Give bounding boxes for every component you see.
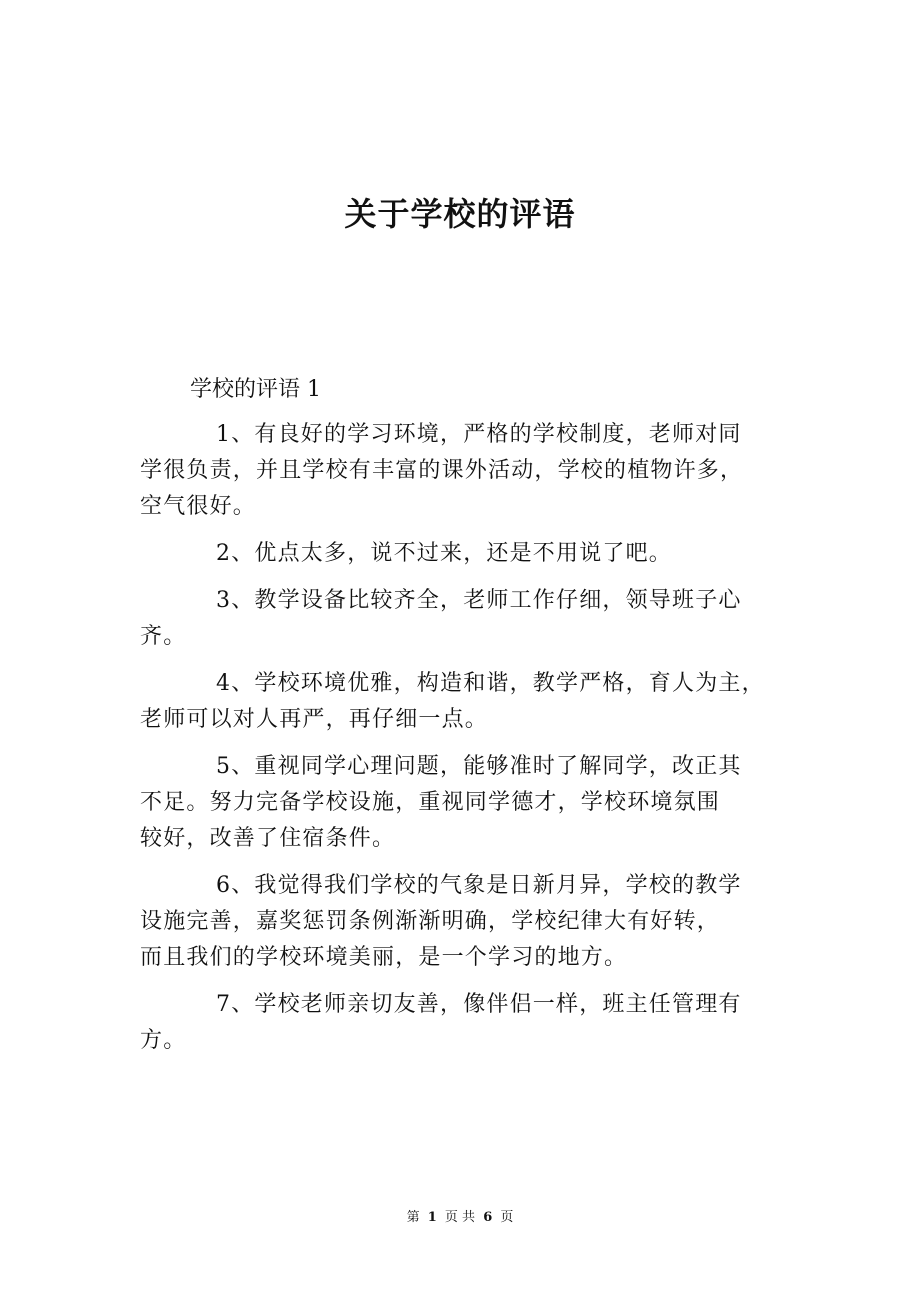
paragraph-line: 方。 <box>140 1028 187 1053</box>
paragraph-line: 较好，改善了住宿条件。 <box>140 826 396 851</box>
paragraph-2 <box>140 536 780 572</box>
paragraph-line: 而且我们的学校环境美丽，是一个学习的地方。 <box>140 945 628 970</box>
footer-page-number: 1 <box>427 1210 437 1225</box>
paragraph-line: 不足。努力完备学校设施，重视同学德才，学校环境氛围 <box>140 790 721 815</box>
paragraph-7 <box>140 987 780 1059</box>
paragraph-5 <box>140 749 780 857</box>
paragraph-line: 3、教学设备比较齐全，老师工作仔细，领导班子心 <box>216 588 742 613</box>
document-body <box>140 417 780 1059</box>
paragraph-line: 7、学校老师亲切友善，像伴侣一样，班主任管理有 <box>216 992 742 1017</box>
paragraph-4 <box>140 666 780 738</box>
document-title: 关于学校的评语 <box>344 195 576 233</box>
paragraph-line: 空气很好。 <box>140 494 257 519</box>
page-footer <box>0 1208 920 1228</box>
paragraph-line: 5、重视同学心理问题，能够准时了解同学，改正其 <box>216 754 742 779</box>
paragraph-line: 老师可以对人再严，再仔细一点。 <box>140 707 489 732</box>
section-heading: 学校的评语 1 <box>190 377 321 402</box>
paragraph-line: 齐。 <box>140 624 187 649</box>
paragraph-3 <box>140 583 780 655</box>
footer-total-pages: 6 <box>483 1210 493 1225</box>
paragraph-line: 2、优点太多，说不过来，还是不用说了吧。 <box>216 541 672 566</box>
footer-middle: 页 共 <box>444 1210 476 1225</box>
paragraph-1 <box>140 417 780 525</box>
paragraph-line: 1、有良好的学习环境，严格的学校制度，老师对同 <box>216 422 742 447</box>
paragraph-6 <box>140 868 780 976</box>
paragraph-line: 设施完善，嘉奖惩罚条例渐渐明确，学校纪律大有好转， <box>140 909 721 934</box>
paragraph-line: 6、我觉得我们学校的气象是日新月异，学校的教学 <box>216 873 742 898</box>
footer-suffix: 页 <box>500 1210 514 1225</box>
paragraph-line: 4、学校环境优雅，构造和谐，教学严格，育人为主， <box>216 671 765 696</box>
paragraph-line: 学很负责，并且学校有丰富的课外活动，学校的植物许多， <box>140 458 744 483</box>
footer-prefix: 第 <box>406 1210 420 1225</box>
